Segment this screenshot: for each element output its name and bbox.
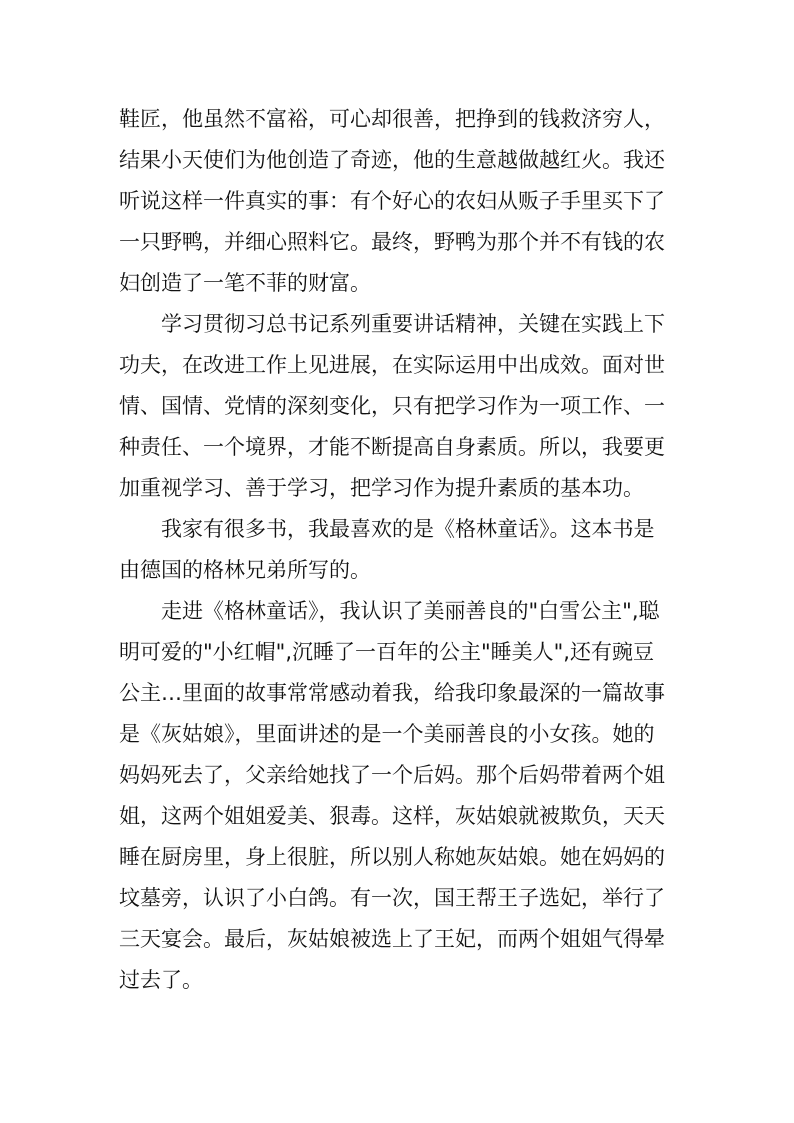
- paragraph-first-line: 走进《格林童话》，我认识了美丽善良的"白雪公主",聪: [161, 599, 660, 623]
- text-line: 听说这样一件真实的事：有个好心的农妇从贩子手里买下了: [119, 189, 665, 213]
- text-line: 是《灰姑娘》，里面讲述的是一个美丽善良的小女孩。她的: [119, 722, 655, 746]
- text-line: 过去了。: [119, 968, 203, 992]
- text-line: 鞋匠，他虽然不富裕，可心却很善，把挣到的钱救济穷人，: [119, 107, 665, 131]
- text-line: 三天宴会。最后，灰姑娘被选上了王妃，而两个姐姐气得晕: [119, 927, 665, 951]
- text-line: 妈妈死去了，父亲给她找了一个后妈。那个后妈带着两个姐: [119, 763, 665, 787]
- text-line: 妇创造了一笔不菲的财富。: [119, 271, 371, 295]
- paragraph-first-line: 学习贯彻习总书记系列重要讲话精神，关键在实践上下: [161, 312, 665, 336]
- text-line: 一只野鸭，并细心照料它。最终，野鸭为那个并不有钱的农: [119, 230, 665, 254]
- text-line: 明可爱的"小红帽",沉睡了一百年的公主"睡美人",还有豌豆: [119, 640, 654, 664]
- text-line: 姐，这两个姐姐爱美、狠毒。这样，灰姑娘就被欺负，天天: [119, 804, 665, 828]
- text-line: 加重视学习、善于学习，把学习作为提升素质的基本功。: [119, 476, 644, 500]
- text-line: 情、国情、党情的深刻变化，只有把学习作为一项工作、一: [119, 394, 665, 418]
- text-line: 由德国的格林兄弟所写的。: [119, 558, 371, 582]
- text-line: 公主…里面的故事常常感动着我，给我印象最深的一篇故事: [119, 681, 665, 705]
- text-line: 种责任、一个境界，才能不断提高自身素质。所以，我要更: [119, 435, 665, 459]
- text-line: 坟墓旁，认识了小白鸽。有一次，国王帮王子选妃，举行了: [119, 886, 665, 910]
- text-line: 睡在厨房里，身上很脏，所以别人称她灰姑娘。她在妈妈的: [119, 845, 665, 869]
- paragraph-first-line: 我家有很多书，我最喜欢的是《格林童话》。这本书是: [161, 517, 655, 541]
- text-line: 功夫，在改进工作上见进展，在实际运用中出成效。面对世: [119, 353, 665, 377]
- text-line: 结果小天使们为他创造了奇迹，他的生意越做越红火。我还: [119, 148, 665, 172]
